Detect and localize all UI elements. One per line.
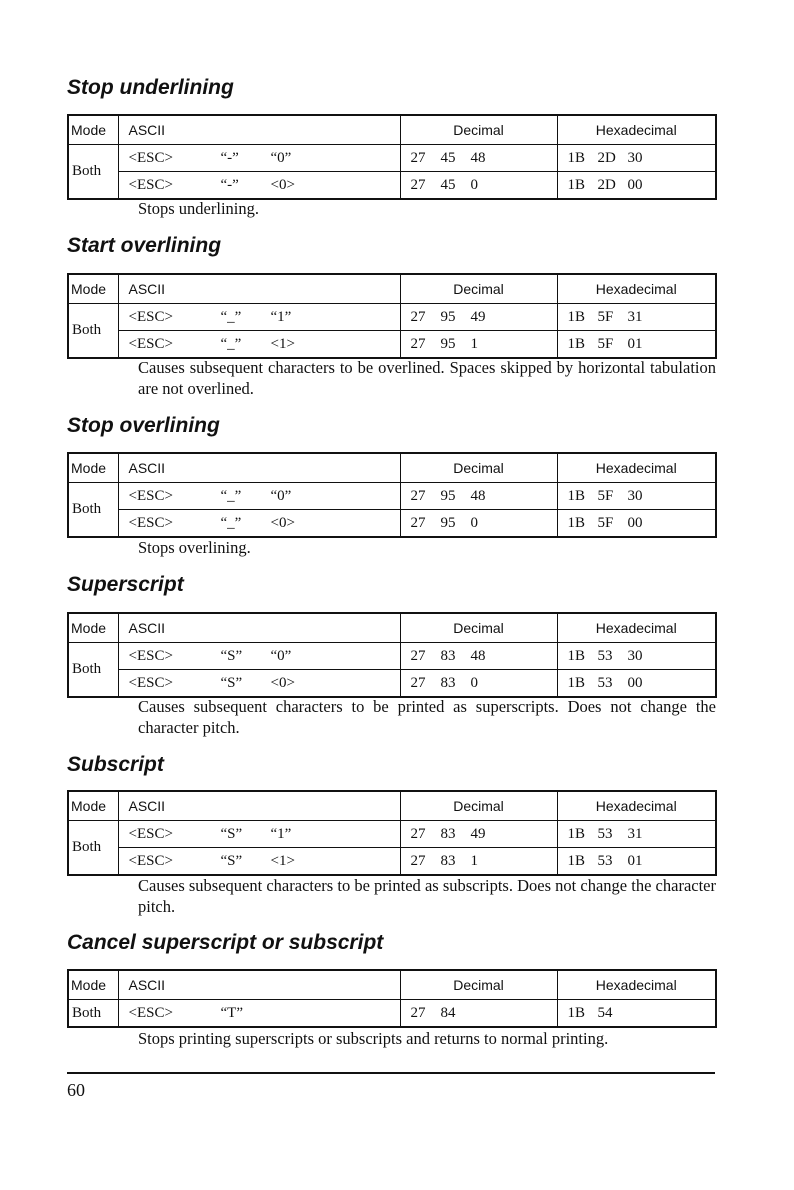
table-header-row — [68, 613, 716, 643]
table-row — [68, 145, 716, 172]
header-decimal: Decimal — [400, 453, 557, 483]
mode-cell: Both — [68, 145, 118, 200]
table-row — [68, 643, 716, 670]
decimal-cell: 27 45 48 — [400, 145, 557, 172]
command-table-stop-overlining — [67, 452, 717, 538]
section-title-start-overlining: Start overlining — [67, 234, 222, 257]
hex-cell: 1B 5F 01 — [557, 331, 716, 359]
section-title-subscript: Subscript — [67, 753, 164, 776]
table-row — [68, 304, 716, 331]
table-row — [68, 331, 716, 359]
table-row — [68, 483, 716, 510]
mode-cell: Both — [68, 643, 118, 698]
decimal-cell: 27 83 49 — [400, 821, 557, 848]
table-header-row — [68, 970, 716, 1000]
description-subscript: Causes subsequent characters to be printed as subscripts. Does not change the character pitch. — [138, 876, 716, 916]
header-ascii: ASCII — [118, 115, 400, 145]
command-table-superscript — [67, 612, 717, 698]
mode-cell: Both — [68, 483, 118, 538]
decimal-cell: 27 84 — [400, 1000, 557, 1028]
mode-cell: Both — [68, 821, 118, 876]
header-ascii: ASCII — [118, 791, 400, 821]
hex-cell: 1B 54 — [557, 1000, 716, 1028]
header-hexadecimal: Hexadecimal — [557, 274, 716, 304]
hex-cell: 1B 53 01 — [557, 848, 716, 876]
ascii-cell: <ESC> “-” “0” — [118, 145, 400, 172]
decimal-cell: 27 95 48 — [400, 483, 557, 510]
ascii-cell: <ESC> “_” <0> — [118, 510, 400, 538]
header-decimal: Decimal — [400, 970, 557, 1000]
section-title-stop-underlining: Stop underlining — [67, 76, 234, 99]
footer-rule — [67, 1072, 715, 1074]
header-hexadecimal: Hexadecimal — [557, 970, 716, 1000]
section-title-stop-overlining: Stop overlining — [67, 414, 220, 437]
hex-cell: 1B 2D 00 — [557, 172, 716, 200]
description-start-overlining: Causes subsequent characters to be overlined. Spaces skipped by horizontal tabulation are not overlined. — [138, 358, 716, 398]
decimal-cell: 27 83 0 — [400, 670, 557, 698]
hex-cell: 1B 5F 00 — [557, 510, 716, 538]
header-hexadecimal: Hexadecimal — [557, 453, 716, 483]
decimal-cell: 27 45 0 — [400, 172, 557, 200]
hex-cell: 1B 5F 30 — [557, 483, 716, 510]
table-header-row — [68, 791, 716, 821]
table-row — [68, 172, 716, 200]
hex-cell: 1B 53 00 — [557, 670, 716, 698]
mode-cell: Both — [68, 1000, 118, 1028]
header-ascii: ASCII — [118, 274, 400, 304]
ascii-cell: <ESC> “_” <1> — [118, 331, 400, 359]
command-table-cancel-super-subscript — [67, 969, 717, 1028]
description-cancel-super-subscript: Stops printing superscripts or subscripts and returns to normal printing. — [138, 1029, 609, 1048]
decimal-cell: 27 95 0 — [400, 510, 557, 538]
table-row — [68, 1000, 716, 1028]
ascii-cell: <ESC> “S” “0” — [118, 643, 400, 670]
header-ascii: ASCII — [118, 453, 400, 483]
command-table-subscript — [67, 790, 717, 876]
header-decimal: Decimal — [400, 115, 557, 145]
ascii-cell: <ESC> “_” “0” — [118, 483, 400, 510]
ascii-cell: <ESC> “_” “1” — [118, 304, 400, 331]
header-decimal: Decimal — [400, 274, 557, 304]
hex-cell: 1B 2D 30 — [557, 145, 716, 172]
page-number: 60 — [67, 1080, 85, 1100]
header-hexadecimal: Hexadecimal — [557, 115, 716, 145]
header-mode: Mode — [68, 613, 118, 643]
table-header-row — [68, 274, 716, 304]
hex-cell: 1B 5F 31 — [557, 304, 716, 331]
decimal-cell: 27 95 49 — [400, 304, 557, 331]
hex-cell: 1B 53 30 — [557, 643, 716, 670]
decimal-cell: 27 95 1 — [400, 331, 557, 359]
ascii-cell: <ESC> “T” — [118, 1000, 400, 1028]
table-row — [68, 848, 716, 876]
description-stop-overlining: Stops overlining. — [138, 538, 251, 557]
ascii-cell: <ESC> “S” <1> — [118, 848, 400, 876]
header-mode: Mode — [68, 453, 118, 483]
table-row — [68, 510, 716, 538]
description-stop-underlining: Stops underlining. — [138, 199, 260, 218]
header-mode: Mode — [68, 791, 118, 821]
header-ascii: ASCII — [118, 613, 400, 643]
header-mode: Mode — [68, 274, 118, 304]
hex-cell: 1B 53 31 — [557, 821, 716, 848]
table-header-row — [68, 115, 716, 145]
decimal-cell: 27 83 48 — [400, 643, 557, 670]
description-superscript: Causes subsequent characters to be printed as superscripts. Does not change the character pitch. — [138, 697, 716, 737]
header-decimal: Decimal — [400, 613, 557, 643]
command-table-start-overlining — [67, 273, 717, 359]
command-table-stop-underlining — [67, 114, 717, 200]
header-mode: Mode — [68, 115, 118, 145]
section-title-cancel-super-subscript: Cancel superscript or subscript — [67, 931, 384, 954]
header-decimal: Decimal — [400, 791, 557, 821]
decimal-cell: 27 83 1 — [400, 848, 557, 876]
header-hexadecimal: Hexadecimal — [557, 613, 716, 643]
header-mode: Mode — [68, 970, 118, 1000]
ascii-cell: <ESC> “S” <0> — [118, 670, 400, 698]
ascii-cell: <ESC> “-” <0> — [118, 172, 400, 200]
table-header-row — [68, 453, 716, 483]
mode-cell: Both — [68, 304, 118, 359]
table-row — [68, 821, 716, 848]
header-ascii: ASCII — [118, 970, 400, 1000]
ascii-cell: <ESC> “S” “1” — [118, 821, 400, 848]
table-row — [68, 670, 716, 698]
header-hexadecimal: Hexadecimal — [557, 791, 716, 821]
section-title-superscript: Superscript — [67, 573, 184, 596]
